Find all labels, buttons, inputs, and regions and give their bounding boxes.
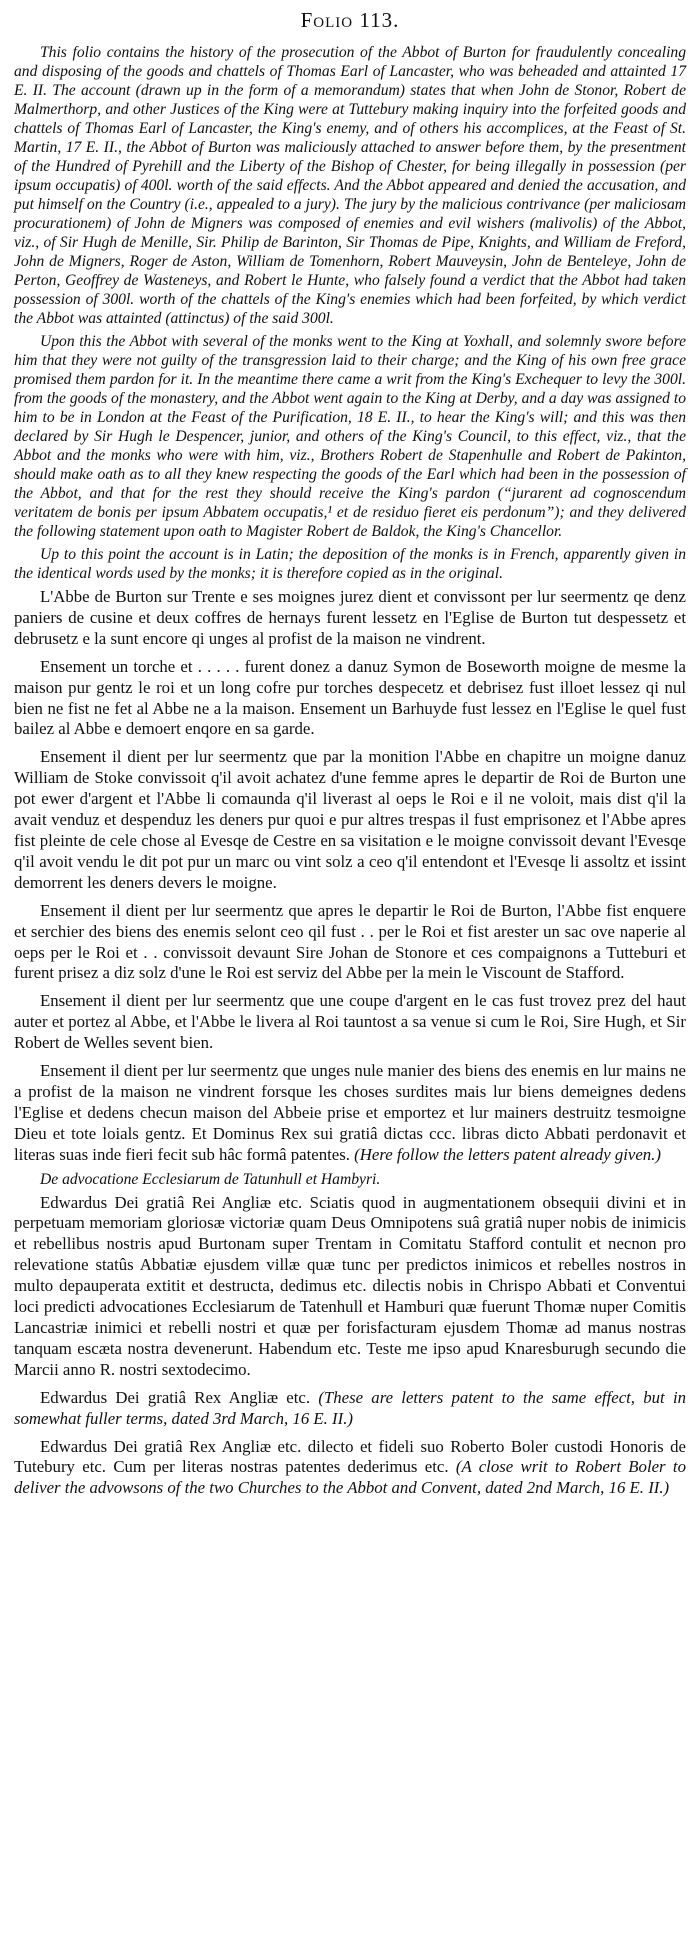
letters-patent-paragraph: [14, 1388, 686, 1430]
summary-paragraph-1: This folio contains the history of the prosecution of the Abbot of Burton for fraudulently concealing and disposing of the goods and chattels of Thomas Earl of Lancaster, who was beheaded and attainted 17 E. II. The account (drawn up in the form of a memorandum) states that when John de Stonor, Robert de Malmerthorp, and other Justices of the King were at Tuttebury making inquiry into the forfeited goods and chattels of Thomas Earl of Lancaster, the King's enemy, and of others his accomplices, at the Feast of St. Martin, 17 E. II., the Abbot of Burton was maliciously attached to answer before them, by the presentment of the Hundred of Pyrehill and the Liberty of the Bishop of Chester, for being illegally in possession (per ipsum occupatis) of 400l. worth of the said effects. And the Abbot appeared and denied the accusation, and put himself on the Country (i.e., appealed to a jury). The jury by the malicious contrivance (per maliciosam procurationem) of John de Migners was composed of enemies and evil wishers (malivolis) of the Abbot, viz., of Sir Hugh de Menille, Sir. Philip de Barinton, Sir Thomas de Pipe, Knights, and William de Freford, John de Migners, Roger de Aston, William de Tomenhorn, Robert Mauveysin, John de Benteleye, John de Perton, Geoffrey de Wasteneys, and Robert le Hunte, who falsely found a verdict that the Abbot had taken possession of 300l. worth of the chattels of the King's enemies which had been forfeited, by which verdict the Abbot was attainted (attinctus) of the said 300l.: [14, 44, 686, 327]
deposition-paragraph-6-text: Ensement il dient per lur seermentz que unges nule manier des biens des enemis en lur mains ne a profist de la maison ne vindrent forsque les choses surdites mais lur biens demeignes dedens l'Eglise et dedens checun maison del Abbeie prise et emportez et lur mainers destruitz tesmoigne Dieu et tote loials gentz. Et Dominus Rex sui gratiâ dictas ccc. libras dicto Abbati perdonavit et literas suas inde fieri fecit sub hâc formâ patentes.: [14, 1061, 686, 1164]
close-writ-note: (A close writ to Robert Boler to deliver the advowsons of the two Churches to the Abbot and Convent, dated 2nd March, 16 E. II.): [14, 1457, 686, 1498]
close-writ-text: Edwardus Dei gratiâ Rex Angliæ etc. dilecto et fideli suo Roberto Boler custodi Honoris de Tutebury etc. Cum per literas nostras patentes dederimus etc.: [14, 1436, 686, 1477]
grant-paragraph: Edwardus Dei gratiâ Rei Angliæ etc. Sciatis quod in augmentationem obsequii divini et in perpetuam memoriam gloriosæ victoriæ quam Deus Omnipotens suâ gratiâ nuper nobis de inimicis et rebellibus nostris apud Burtonam super Trentam in Comitatu Stafford contulit et necnon pro relevatione statûs Abbatiæ ejusdem villæ quæ tunc per predictos inimicos et rebelles nostros in multo depauperata extitit et destructa, dedimus etc. dilectis nobis in Chrispo Abbati et Conventui loci predicti advocationes Ecclesiarum de Tatenhull et Hamburi quæ fuerunt Thomæ nuper Comitis Lancastriæ inimici et rebelli nostri et quæ per forisfacturam ejusdem Thomæ ad manus nostras tanquam escæta nostra devenerunt. Habendum etc. Teste me ipso apud Knaresburugh secundo die Marcii anno R. nostri sextodecimo.: [14, 1192, 686, 1379]
deposition-paragraph-6: [14, 1061, 686, 1166]
letters-patent-text: Edwardus Dei gratiâ Rex Angliæ etc.: [40, 1387, 311, 1407]
deposition-paragraph-4: Ensement il dient per lur seermentz que apres le departir le Roi de Burton, l'Abbe fist enquere et serchier des biens des enemis selont ceo qil fust . . per le Roi et fist arester un sac ove naperie al oeps per le Roi et . . convissoit devaunt Sire Johan de Stonore et ces compaignons a Tutteburi et furent prisez a diz solz d'une le Roi est serviz del Abbe per la mein le Viscount de Stafford.: [14, 900, 686, 983]
deposition-paragraph-2: Ensement un torche et . . . . . furent donez a danuz Symon de Boseworth moigne de mesme la maison pur gentz le roi et un long cofre pur torches despecetz et debrisez fust illoet lessez qi nul bien ne fist ne fet al Abbe ne a la maison. Ensement un Barhuyde fust lessez en l'Eglise le quel fust bailez al Abbe e demoert enqore en sa garde.: [14, 656, 686, 739]
close-writ-paragraph: [14, 1437, 686, 1500]
summary-paragraph-2: Upon this the Abbot with several of the monks went to the King at Yoxhall, and solemnly swore before him that they were not guilty of the transgression laid to their charge; and the King of his own free grace promised them pardon for it. In the meantime there came a writ from the King's Exchequer to levy the 300l. from the goods of the monastery, and the Abbot went again to the King at Derby, and a day was assigned to him to be in London at the Feast of the Purification, 18 E. II., to hear the King's will; and this was then declared by Sir Hugh le Despencer, junior, and others of the King's Council, to this effect, viz., that the Abbot and the monks who were with him, viz., Brothers Robert de Stapenhulle and Robert de Pakinton, should make oath as to all they knew respecting the goods of the Earl which had been in the possession of the Abbot, and that for the rest they should receive the King's pardon (“jurarent ad cognoscendum veritatem de bonis per ipsum Abbatem occupatis,¹ et de residuo fieret eis perdonum”); and they delivered the following statement upon oath to Magister Robert de Baldok, the King's Chancellor.: [14, 333, 686, 540]
folio-heading: Folio 113.: [300, 8, 400, 32]
deposition-paragraph-3: Ensement il dient per lur seermentz que par la monition l'Abbe en chapitre un moigne danuz William de Stoke convissoit q'il avoit achatez d'une femme apres le departir de Roi de Burton une pot ewer d'argent et l'Abbe li comaunda q'il liverast al oeps le Roi e il ne voloit, mais dist q'il la avait venduz et despenduz les deners pur quoi e pur altres trespas il fust emprisonez et l'Abbe apres fist pleinte de cele chose al Evesqe de Cestre en sa visitation e le moigne convissoit devant l'Evesqe q'il avoit vendu le dit pot pur un marc ou vint solz a ceo q'il entendont et l'Evesqe li assoltz et issint demorrent les deners devers le moigne.: [14, 747, 686, 892]
deposition-paragraph-5: Ensement il dient per lur seermentz que une coupe d'argent en le cas fust trovez prez del haut auter et portez al Abbe, et l'Abbe le livera al Roi tauntost a sa venue si cum le Roi, Sire Hugh, et Sir Robert de Welles sevent bien.: [14, 991, 686, 1053]
deposition-paragraph-6-note: (Here follow the letters patent already given.): [354, 1144, 661, 1164]
letters-patent-note: (These are letters patent to the same effect, but in somewhat fuller terms, dated 3rd March, 16 E. II.): [14, 1387, 686, 1428]
deposition-paragraph-1: L'Abbe de Burton sur Trente e ses moignes jurez dient et convissont per lur seermentz qe denz paniers de cusine et deux coffres de hernays furent lessetz en l'Eglise de Burton tut despessetz et debrusetz e la sunt encore qi unges al profist de la maison ne vindrent.: [14, 587, 686, 648]
summary-paragraph-3: Up to this point the account is in Latin; the deposition of the monks is in French, apparently given in the identical words used by the monks; it is therefore copied as in the original.: [14, 546, 686, 582]
section-heading-advowson: De advocatione Ecclesiarum de Tatunhull et Hambyri.: [40, 1170, 381, 1188]
